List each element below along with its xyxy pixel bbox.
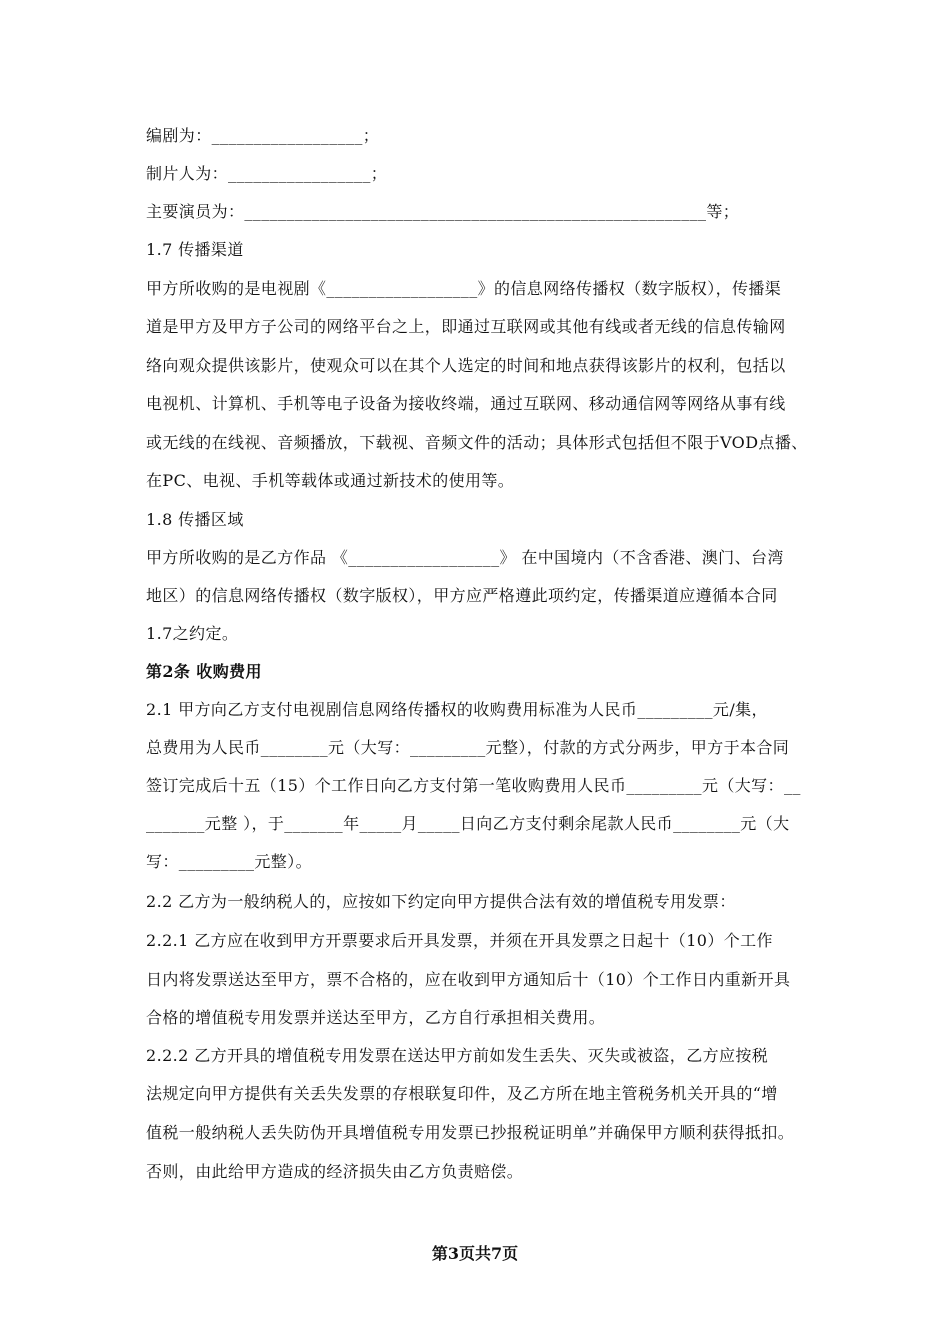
paragraph-line: 甲方所收购的是乙方作品 《__________________》 在中国境内（不含香港、澳门、台湾 (146, 548, 784, 567)
paragraph-line: _______元整 ），于_______年_____月_____日向乙方支付剩余尾款人民币________元（大 (146, 814, 790, 833)
section-2-2-heading: 2.2 乙方为一般纳税人的，应按如下约定向甲方提供合法有效的增值税专用发票： (146, 892, 736, 911)
producer-line: 制片人为：_________________； (146, 164, 388, 183)
section-1-7-heading: 1.7 传播渠道 (146, 240, 244, 259)
paragraph-line: 在PC、电视、手机等载体或通过新技术的使用等。 (146, 471, 515, 490)
paragraph-line: 法规定向甲方提供有关丢失发票的存根联复印件，及乙方所在地主管税务机关开具的“增 (146, 1084, 778, 1103)
paragraph-line: 电视机、计算机、手机等电子设备为接收终端，通过互联网、移动通信网等网络从事有线 (146, 394, 786, 413)
paragraph-line: 络向观众提供该影片，使观众可以在其个人选定的时间和地点获得该影片的权利，包括以 (146, 356, 786, 375)
paragraph-line: 2.1 甲方向乙方支付电视剧信息网络传播权的收购费用标准为人民币_________元/集， (146, 700, 768, 719)
paragraph-line: 1.7之约定。 (146, 624, 239, 643)
section-1-8-heading: 1.8 传播区域 (146, 510, 244, 529)
main-actors-line: 主要演员为：_______________________________________________________等； (146, 202, 740, 221)
page-number-footer: 第3页共7页 (431, 1244, 519, 1263)
screenwriter-line: 编剧为：__________________； (146, 126, 380, 145)
paragraph-line: 地区）的信息网络传播权（数字版权），甲方应严格遵此项约定，传播渠道应遵循本合同 (146, 586, 778, 605)
article-2-heading: 第2条 收购费用 (146, 662, 262, 681)
paragraph-line: 甲方所收购的是电视剧《__________________》的信息网络传播权（数字版权），传播渠 (146, 279, 782, 298)
paragraph-line: 总费用为人民币________元（大写：_________元整），付款的方式分两步，甲方于本合同 (146, 738, 790, 757)
paragraph-line: 写：_________元整）。 (146, 852, 313, 871)
paragraph-line: 合格的增值税专用发票并送达至甲方，乙方自行承担相关费用。 (146, 1008, 606, 1027)
paragraph-line: 2.2.2 乙方开具的增值税专用发票在送达甲方前如发生丢失、灭失或被盗，乙方应按税 (146, 1046, 769, 1065)
paragraph-line: 日内将发票送达至甲方，票不合格的，应在收到甲方通知后十（10）个工作日内重新开具 (146, 970, 791, 989)
paragraph-line: 否则，由此给甲方造成的经济损失由乙方负责赔偿。 (146, 1162, 524, 1181)
paragraph-line: 道是甲方及甲方子公司的网络平台之上，即通过互联网或其他有线或者无线的信息传输网 (146, 317, 786, 336)
paragraph-line: 签订完成后十五（15）个工作日向乙方支付第一笔收购费用人民币_________元（大写：__ (146, 776, 801, 795)
paragraph-line: 或无线的在线视、音频播放，下载视、音频文件的活动；具体形式包括但不限于VOD点播、 (146, 433, 808, 452)
paragraph-line: 2.2.1 乙方应在收到甲方开票要求后开具发票，并须在开具发票之日起十（10）个工作 (146, 931, 773, 950)
paragraph-line: 值税一般纳税人丢失防伪开具增值税专用发票已抄报税证明单”并确保甲方顺利获得抵扣。 (146, 1123, 795, 1142)
